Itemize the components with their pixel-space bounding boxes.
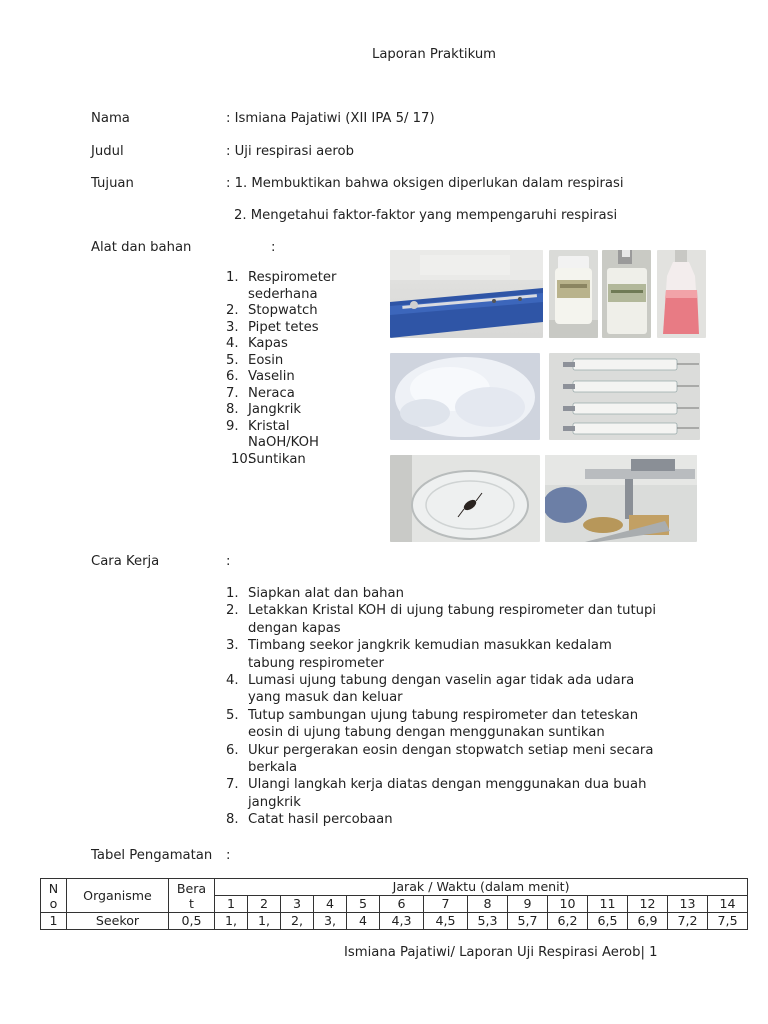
value-cell: 1, — [215, 913, 248, 930]
list-item: 3. Timbang seekor jangkrik kemudian masukkan kedalam tabung respirometer — [226, 638, 612, 671]
bottle-photo-drawing — [602, 250, 651, 338]
cotton-photo — [390, 353, 540, 440]
value-cell: 4,3 — [380, 913, 424, 930]
list-item: 6. Ukur pergerakan eosin dengan stopwatch setiap meni secara berkala — [226, 742, 654, 776]
page-footer: Ismiana Pajatiwi/ Laporan Uji Respirasi Aerob| 1 — [344, 945, 658, 960]
tujuan-item-1: : 1. Membuktikan bahwa oksigen diperlukan dalam respirasi — [226, 176, 624, 191]
judul-value: : Uji respirasi aerob — [226, 144, 354, 159]
organisme-header: Organisme — [67, 879, 169, 913]
value-cell: 2, — [281, 913, 314, 930]
jarak-header: Jarak / Waktu (dalam menit) — [215, 879, 748, 896]
value-cell: 5,7 — [508, 913, 548, 930]
bottle-photo — [602, 250, 651, 338]
judul-label: Judul — [91, 144, 124, 159]
list-item: 6. Vaselin — [226, 369, 295, 384]
list-item: 5. Eosin — [226, 352, 284, 368]
table-row — [41, 913, 748, 930]
syringe-photo-drawing — [549, 353, 700, 440]
tabel-label: Tabel Pengamatan — [91, 848, 213, 863]
table-header-row — [41, 879, 748, 896]
eosin-bottle-photo — [657, 250, 706, 338]
syringe-photo — [549, 353, 700, 440]
balance-photo — [545, 455, 697, 542]
minute-cell: 3 — [281, 896, 314, 913]
value-cell: 1, — [248, 913, 281, 930]
tabel-colon: : — [226, 848, 231, 863]
minute-cell: 8 — [468, 896, 508, 913]
list-item: 8. Jangkrik — [226, 402, 302, 417]
cara-kerja-list — [226, 585, 706, 829]
value-cell: 5,3 — [468, 913, 508, 930]
tujuan-label: Tujuan — [91, 176, 134, 191]
row-no: 1 — [41, 913, 67, 930]
jar-photo-drawing — [549, 250, 598, 338]
respirometer-photo — [390, 250, 543, 338]
list-item: 7. Ulangi langkah kerja diatas dengan menggunakan dua buah jangkrik — [226, 777, 647, 810]
minute-cell: 10 — [548, 896, 588, 913]
minute-cell: 12 — [628, 896, 668, 913]
list-item: 5. Tutup sambungan ujung tabung respirometer dan teteskan eosin di ujung tabung dengan menggunakan suntikan — [226, 707, 639, 741]
minute-cell: 9 — [508, 896, 548, 913]
observation-table — [40, 878, 748, 930]
berat-header: Bera t — [169, 879, 215, 913]
minute-cell: 6 — [380, 896, 424, 913]
value-cell: 6,2 — [548, 913, 588, 930]
list-item: 1. Respirometer sederhana — [226, 270, 337, 302]
cara-kerja-colon: : — [226, 554, 231, 569]
list-item: 2. Letakkan Kristal KOH di ujung tabung respirometer dan tutupi dengan kapas — [226, 603, 657, 636]
list-item: 9. Kristal NaOH/KOH — [226, 418, 319, 450]
nama-value: : Ismiana Pajatiwi (XII IPA 5/ 17) — [226, 111, 435, 126]
value-cell: 3, — [314, 913, 347, 930]
list-item: 7. Neraca — [226, 385, 295, 401]
alat-colon: : — [271, 240, 276, 255]
row-organisme: Seekor — [67, 913, 169, 930]
minute-cell: 14 — [708, 896, 748, 913]
minute-cell: 4 — [314, 896, 347, 913]
tujuan-item-2: 2. Mengetahui faktor-faktor yang mempengaruhi respirasi — [234, 208, 618, 223]
value-cell: 6,9 — [628, 913, 668, 930]
value-cell: 7,5 — [708, 913, 748, 930]
list-item: 4. Lumasi ujung tabung dengan vaselin agar tidak ada udara yang masuk dan keluar — [226, 673, 635, 706]
minute-cell: 7 — [424, 896, 468, 913]
row-berat: 0,5 — [169, 913, 215, 930]
list-item: 3. Pipet tetes — [226, 319, 319, 335]
value-cell: 4 — [347, 913, 380, 930]
cricket-photo — [390, 455, 540, 542]
minute-cell: 5 — [347, 896, 380, 913]
eosin-bottle-photo-drawing — [657, 250, 706, 338]
cara-kerja-label: Cara Kerja — [91, 554, 160, 569]
list-item: 10. Suntikan — [231, 451, 306, 467]
respirometer-photo-drawing — [390, 250, 543, 338]
value-cell: 6,5 — [588, 913, 628, 930]
minute-cell: 13 — [668, 896, 708, 913]
value-cell: 4,5 — [424, 913, 468, 930]
cotton-photo-drawing — [390, 353, 540, 440]
cricket-photo-drawing — [390, 455, 540, 542]
minute-cell: 11 — [588, 896, 628, 913]
balance-photo-drawing — [545, 455, 697, 542]
list-item: 8. Catat hasil percobaan — [226, 812, 393, 828]
alat-label: Alat dan bahan — [91, 240, 192, 255]
minute-cell: 2 — [248, 896, 281, 913]
value-cell: 7,2 — [668, 913, 708, 930]
list-item: 1. Siapkan alat dan bahan — [226, 586, 404, 601]
nama-label: Nama — [91, 111, 130, 126]
document-title: Laporan Praktikum — [371, 47, 497, 62]
no-header: N o — [41, 879, 67, 913]
alat-list — [226, 270, 386, 468]
minute-cell: 1 — [215, 896, 248, 913]
list-item: 4. Kapas — [226, 336, 288, 351]
jar-photo — [549, 250, 598, 338]
list-item: 2. Stopwatch — [226, 303, 318, 318]
